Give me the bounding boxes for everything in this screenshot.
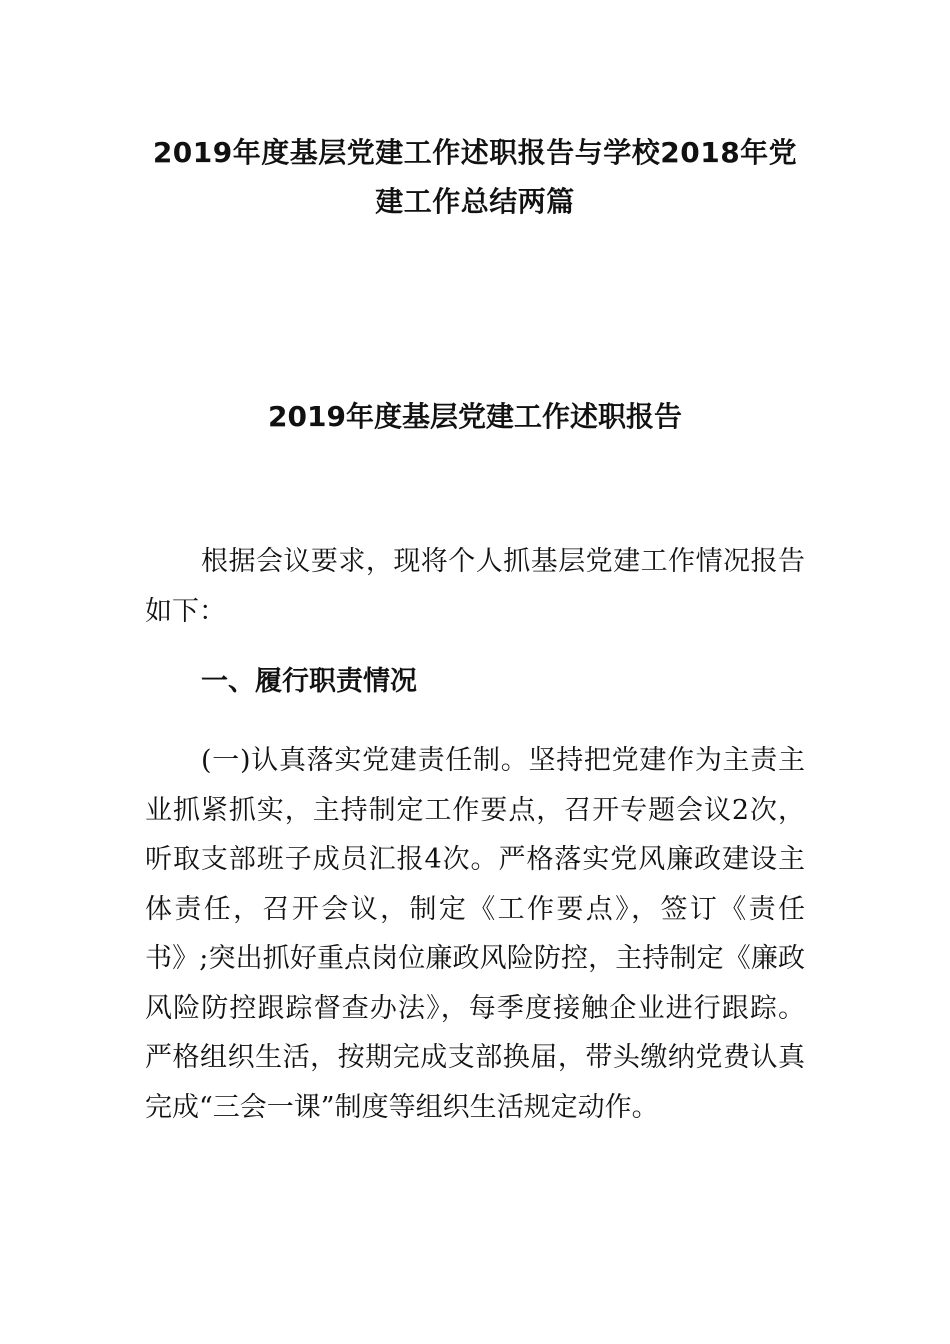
intro-paragraph: 根据会议要求，现将个人抓基层党建工作情况报告如下：	[145, 546, 805, 627]
heading-fulfilling-duties: 一、履行职责情况	[201, 666, 417, 697]
body-paragraph: (一)认真落实党建责任制。坚持把党建作为主责主业抓紧抓实，主持制定工作要点，召开专题会议2次，听取支部班子成员汇报4次。严格落实党风廉政建设主体责任，召开会议，制定《工作要点》，签订《责任书》;突出抓好重点岗位廉政风险防控，主持制定《廉政风险防控跟踪督查办法》，每季度接触企业进行跟踪。严格组织生活，按期完成支部换届，带头缴纳党费认真完成“三会一课”制度等组织生活规定动作。	[145, 745, 805, 1123]
section-title: 2019年度基层党建工作述职报告	[268, 400, 682, 433]
document-title: 2019年度基层党建工作述职报告与学校2018年党建工作总结两篇	[152, 136, 798, 218]
